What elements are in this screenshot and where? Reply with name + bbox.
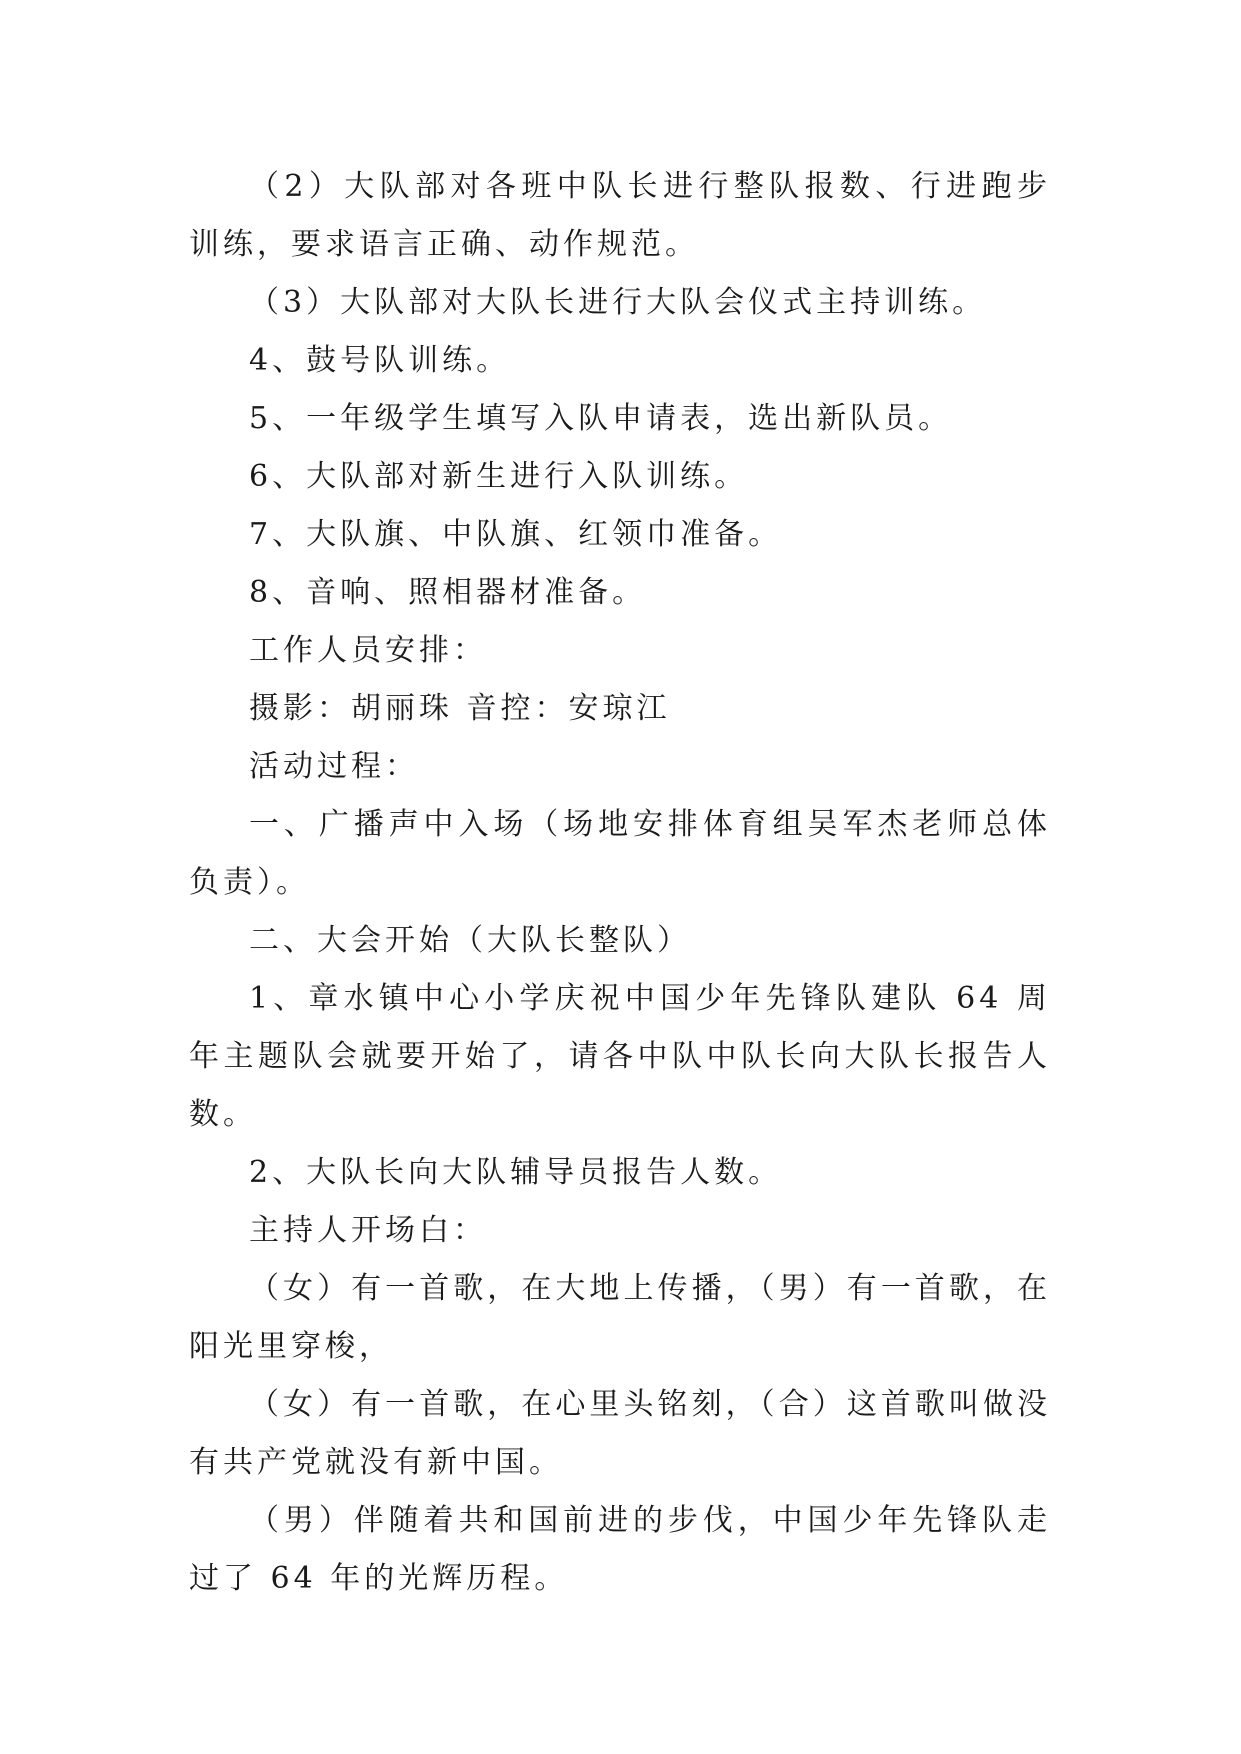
paragraph-flags-preparation: 7、大队旗、中队旗、红领巾准备。	[249, 517, 783, 552]
paragraph-report-counselor: 2、大队长向大队辅导员报告人数。	[249, 1155, 783, 1190]
paragraph-squad-training: （2）大队部对各班中队长进行整队报数、行进跑步训练，要求语言正确、动作规范。	[189, 169, 1051, 262]
paragraph-ceremony-training: （3）大队部对大队长进行大队会仪式主持训练。	[249, 285, 987, 320]
paragraph-application-form: 5、一年级学生填写入队申请表，选出新队员。	[249, 401, 953, 436]
paragraph-entrance: 一、广播声中入场（场地安排体育组吴军杰老师总体负责）。	[189, 807, 1051, 900]
paragraph-report-count: 1、章水镇中心小学庆祝中国少年先锋队建队 64 周年主题队会就要开始了，请各中队中队长向大队长报告人数。	[189, 981, 1051, 1132]
heading-staff-arrangement: 工作人员安排：	[249, 633, 487, 668]
paragraph-equipment-preparation: 8、音响、照相器材准备。	[249, 575, 647, 610]
paragraph-new-member-training: 6、大队部对新生进行入队训练。	[249, 459, 749, 494]
paragraph-opening-line-2: （女）有一首歌，在心里头铭刻，（合）这首歌叫做没有共产党就没有新中国。	[189, 1387, 1051, 1480]
paragraph-staff-names: 摄影：胡丽珠 音控：安琼江	[249, 691, 671, 726]
paragraph-opening-line-1: （女）有一首歌，在大地上传播，（男）有一首歌，在阳光里穿梭，	[189, 1271, 1051, 1364]
heading-activity-process: 活动过程：	[249, 749, 419, 784]
document-body	[189, 158, 1051, 1608]
paragraph-drum-band: 4、鼓号队训练。	[249, 343, 511, 378]
paragraph-opening-line-3: （男）伴随着共和国前进的步伐，中国少年先锋队走过了 64 年的光辉历程。	[189, 1503, 1051, 1596]
heading-host-opening: 主持人开场白：	[249, 1213, 487, 1248]
paragraph-meeting-start: 二、大会开始（大队长整队）	[249, 923, 691, 958]
